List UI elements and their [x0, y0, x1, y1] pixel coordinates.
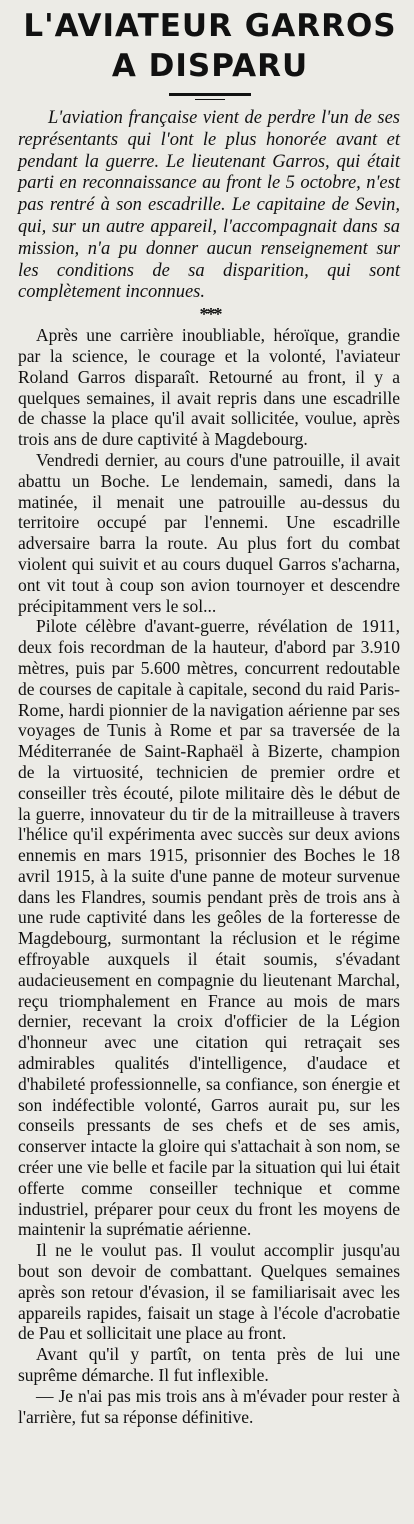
headline-rule [169, 93, 251, 96]
article-headline [18, 6, 402, 86]
article-body [18, 325, 402, 1427]
body-paragraph: — Je n'ai pas mis trois ans à m'évader pour rester à l'arrière, fut sa réponse définitive. [18, 1385, 400, 1427]
headline-line-1: L'AVIATEUR GARROS [23, 8, 397, 44]
body-paragraph: Pilote célèbre d'avant-guerre, révélation de 1911, deux fois recordman de la hauteur, d'abord par 3.910 mètres, puis par 5.600 mètres, concurrent redoutable de courses de capitale à capitale, second du raid Paris-Rome, hardi pionnier de la navigation aérienne par ses voyages de Tunis à Rome et par sa traversée de la Méditerranée de Saint-Raphaël à Bizerte, champion de la virtuosité, technicien de premier ordre et conseiller très écouté, pilote militaire dès le début de la guerre, innovateur du tir de la mitrailleuse à travers l'hélice qu'il expérimenta avec succès sur deux avions ennemis en mars 1915, prisonnier des Boches le 18 avril 1915, à la suite d'une panne de moteur survenue dans les Flandres, soumis pendant près de trois ans à une rude captivité dans les geôles de la forteresse de Magdebourg, surmontant la réclusion et le régime effroyable auxquels il était soumis, s'évadant audacieusement en compagnie du lieutenant Marchal, reçu triomphalement en France au mois de mars dernier, recevant la croix d'officier de la Légion d'honneur avec une citation qui retraçait ses admirables qualités d'intelligence, d'audace et d'habileté professionnelle, sa confiance, son énergie et son indéfectible volonté, Garros aurait pu, sur les conseils pressants de ses chefs et de ses amis, conserver intacte la gloire qui s'attachait à son nom, se créer une vie belle et facile par la situation qui lui était offerte comme conseiller technique et comme industriel, préparer pour ceux du front les moyens de maintenir la suprématie aérienne. [18, 616, 400, 1240]
headline-line-2: A DISPARU [111, 48, 309, 84]
body-paragraph: Vendredi dernier, au cours d'une patrouille, il avait abattu un Boche. Le lendemain, samedi, dans la matinée, il menait une patrouille au-dessus du territoire occupé par l'ennemi. Une escadrille adversaire barra la route. Au plus fort du combat violent qui suivit et au cours duquel Garros s'acharna, ont vit tout à coup son avion tournoyer et descendre précipitamment vers le sol... [18, 449, 400, 616]
section-separator: *** [199, 304, 221, 325]
body-paragraph: Avant qu'il y partît, on tenta près de lui une suprême démarche. Il fut inflexible. [18, 1344, 400, 1386]
body-paragraph: Après une carrière inoubliable, héroïque, grandie par la science, le courage et la volonté, l'aviateur Roland Garros disparaît. Retourné au front, il y a quelques semaines, il avait repris dans une escadrille de chasse la place qu'il avait sollicitée, voulue, après trois ans de dure captivité à Magdebourg. [18, 325, 400, 450]
body-paragraph: Il ne le voulut pas. Il voulut accomplir jusqu'au bout son devoir de combattant. Quelques semaines après son retour d'évasion, il se familiarisait avec les appareils rapides, faisait un stage à l'école d'acrobatie de Pau et sollicitait une place au front. [18, 1240, 400, 1344]
article-lead: L'aviation française vient de perdre l'un de ses représentants qui l'ont le plus honorée avant et pendant la guerre. Le lieutenant Garros, qui était parti en reconnaissance au front le 5 octobre, n'est pas rentré à son escadrille. Le capitaine de Sevin, qui, sur un autre appareil, l'accompagnait dans sa mission, n'a pu donner aucun renseignement sur les conditions de sa disparition, qui sont complètement inconnues. [18, 108, 400, 303]
